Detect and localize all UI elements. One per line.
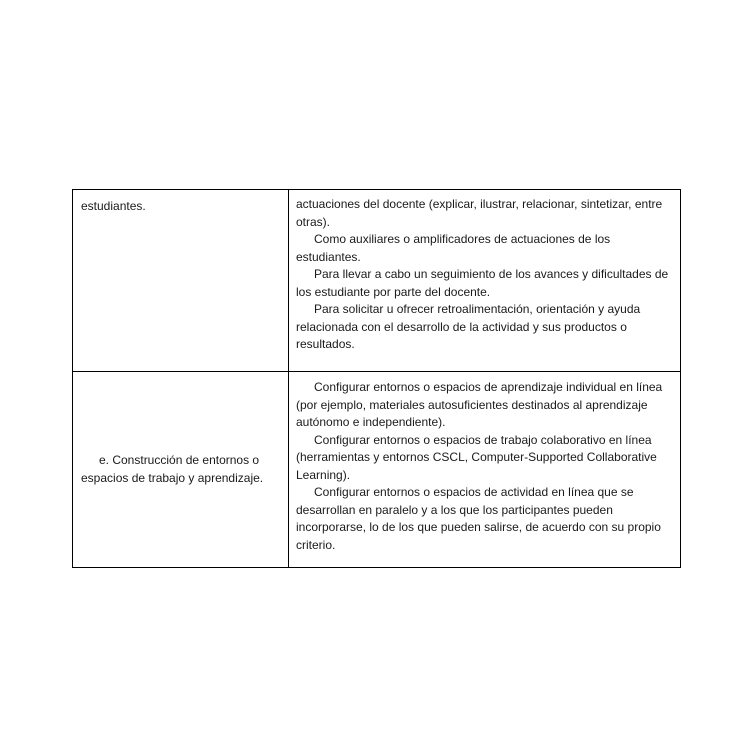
table-row: [73, 190, 681, 372]
content-table: [72, 189, 681, 568]
cell-paragraph: actuaciones del docente (explicar, ilustrar, relacionar, sintetizar, entre otras).: [296, 197, 663, 229]
table-cell-left: [73, 190, 289, 372]
cell-paragraph: Como auxiliares o amplificadores de actuaciones de los estudiantes.: [296, 232, 611, 264]
cell-paragraph: Configurar entornos o espacios de aprendizaje individual en línea (por ejemplo, materiales autosuficientes destinados al aprendizaje autónomo e independiente).: [296, 380, 663, 429]
cell-paragraph: Configurar entornos o espacios de trabajo colaborativo en línea (herramientas y entornos CSCL, Computer-Supported Collaborative Learning).: [296, 432, 657, 482]
cell-text: e. Construcción de entornos o espacios de trabajo y aprendizaje.: [81, 453, 264, 485]
table-row: [73, 372, 681, 568]
cell-text: estudiantes.: [81, 199, 146, 213]
table-cell-right: [289, 190, 681, 372]
cell-paragraph: Para llevar a cabo un seguimiento de los avances y dificultades de los estudiante por parte del docente.: [296, 267, 669, 299]
cell-paragraph: Configurar entornos o espacios de actividad en línea que se desarrollan en paralelo y a los que los participantes pueden incorporarse, lo de los que pueden salirse, de acuerdo con su propio criterio.: [296, 485, 661, 552]
table-cell-right: [289, 372, 681, 568]
table-cell-left: [73, 372, 289, 568]
cell-paragraph: Para solicitar u ofrecer retroalimentación, orientación y ayuda relacionada con el desarrollo de la actividad y sus productos o resultados.: [296, 302, 641, 351]
